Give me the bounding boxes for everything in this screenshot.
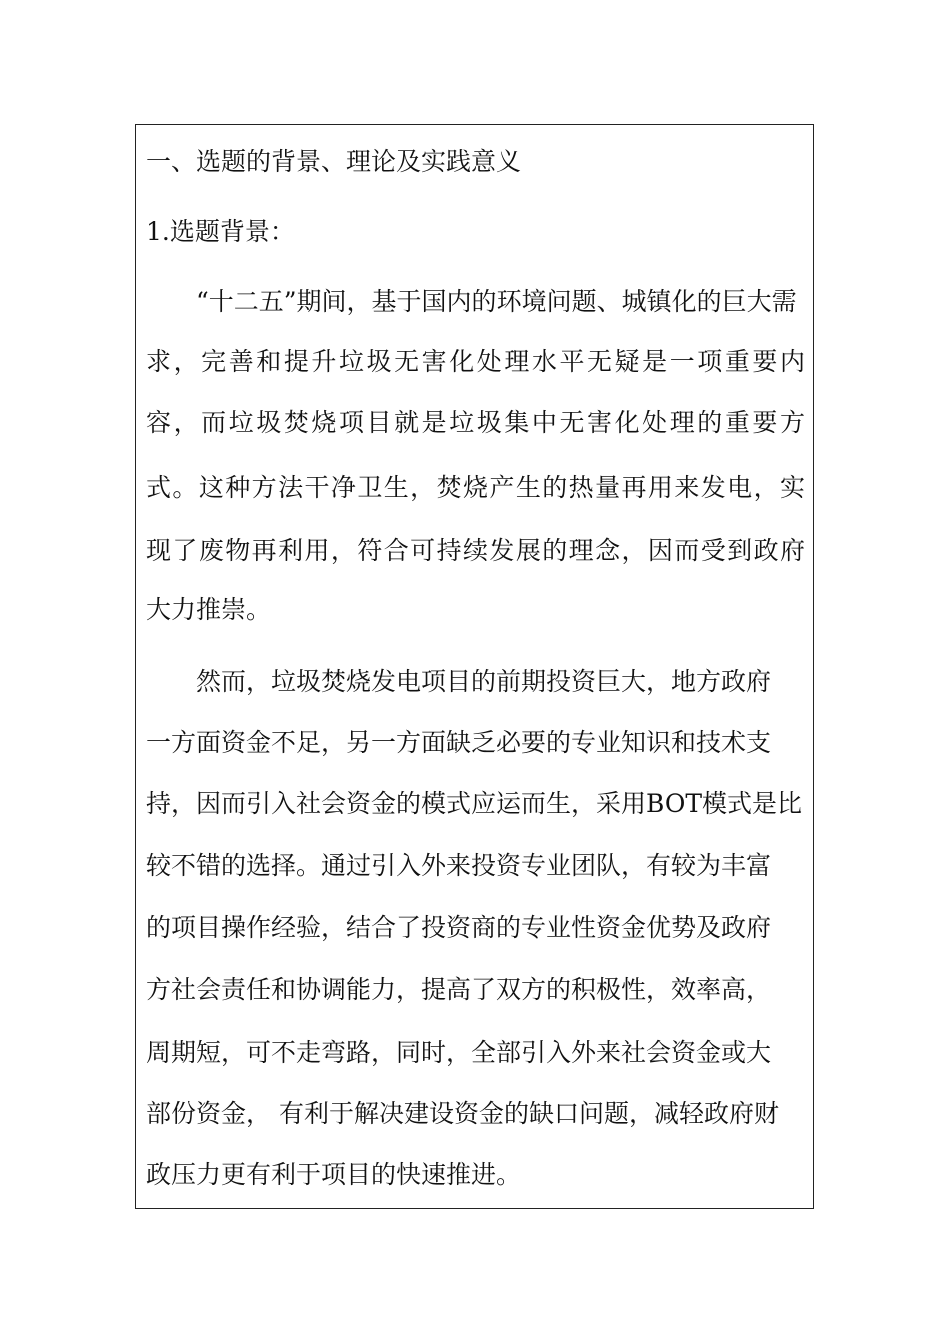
paragraph-1-line: 式。这种方法干净卫生，焚烧产生的热量再用来发电，实 [146, 473, 805, 502]
paragraph-2-line: 然而，垃圾焚烧发电项目的前期投资巨大，地方政府 [196, 667, 772, 696]
paragraph-2-line: 一方面资金不足，另一方面缺乏必要的专业知识和技术支 [146, 728, 772, 757]
paragraph-1-line: 大力推崇。 [146, 595, 272, 624]
section-heading: 一、选题的背景、理论及实践意义 [146, 147, 522, 176]
paragraph-1-line: 求，完善和提升垃圾无害化处理水平无疑是一项重要内 [146, 347, 805, 376]
paragraph-2-line: 的项目操作经验，结合了投资商的专业性资金优势及政府 [146, 913, 772, 942]
paragraph-1-line: 容，而垃圾焚烧项目就是垃圾集中无害化处理的重要方 [146, 408, 805, 437]
paragraph-2-line: 部份资金， 有利于解决建设资金的缺口问题，减轻政府财 [146, 1099, 779, 1128]
paragraph-1-line: “十二五”期间，基于国内的环境问题、城镇化的巨大需 [196, 287, 797, 316]
paragraph-1-line: 现了废物再利用，符合可持续发展的理念，因而受到政府 [146, 536, 805, 565]
paragraph-2-line: 持，因而引入社会资金的模式应运而生，采用BOT模式是比 [146, 789, 803, 818]
paragraph-2-line: 周期短，可不走弯路，同时，全部引入外来社会资金或大 [146, 1038, 772, 1067]
paragraph-2-line: 政压力更有利于项目的快速推进。 [146, 1160, 522, 1189]
content-frame [135, 124, 814, 1209]
paragraph-2-line: 方社会责任和协调能力，提高了双方的积极性，效率高， [146, 975, 772, 1004]
subheading: 1.选题背景： [146, 217, 295, 246]
paragraph-2-line: 较不错的选择。通过引入外来投资专业团队，有较为丰富 [146, 851, 772, 880]
